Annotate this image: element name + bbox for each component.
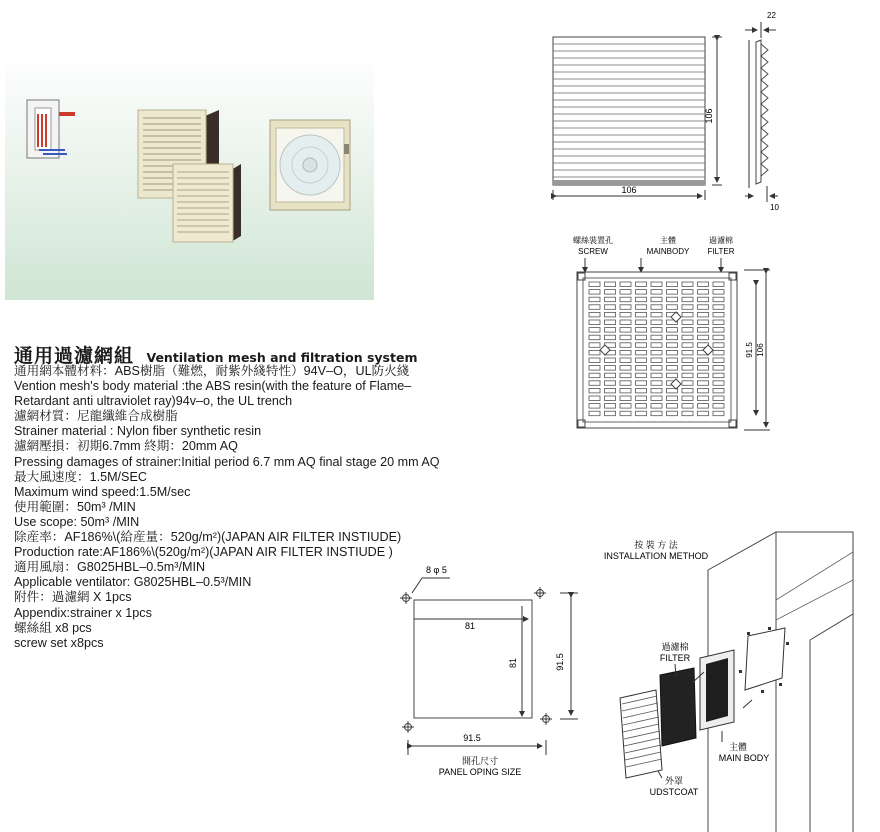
spec-line: Use scope: 50m³ /MIN — [14, 514, 140, 529]
title-chinese: 通用過濾網組 — [14, 345, 135, 367]
spec-line: Maximum wind speed:1.5M/sec — [14, 484, 191, 499]
panel-cutout-drawing — [400, 565, 578, 777]
spec-line: Vention mesh's body material :the ABS resin(with the feature of Flame– — [14, 379, 412, 394]
install-main-en: MAIN BODY — [718, 753, 770, 763]
panel-caption-en: PANEL OPING SIZE — [438, 767, 522, 777]
screw-label-zh: 螺絲裝置孔 — [573, 236, 613, 245]
spec-line: Applicable ventilator: G8025HBL–0.5³/MIN — [14, 575, 252, 590]
panel-outer-height: 91.5 — [555, 653, 565, 671]
spec-line: Retardant anti ultraviolet ray)94v–o, the UL trench — [14, 394, 293, 409]
mainbody-label-zh: 主體 — [660, 236, 676, 245]
install-cover-en: UDSTCOAT — [649, 787, 699, 797]
panel-inner-width: 81 — [464, 621, 476, 631]
side-bottom-dimension: 10 — [770, 203, 779, 212]
front-view — [553, 37, 722, 200]
spec-line: 通用網本體材料：ABS樹脂（難燃，耐紫外綫特性）94V–O，UL防火綫 — [14, 364, 410, 378]
mainbody-label-en: MAINBODY — [646, 247, 690, 256]
installation-drawing — [604, 532, 853, 832]
panel-outer-width: 91.5 — [463, 733, 481, 743]
back-outer-dimension: 106 — [756, 343, 765, 357]
screw-label-en: SCREW — [578, 247, 608, 256]
side-top-dimension: 22 — [767, 11, 776, 20]
filter-label-en: FILTER — [707, 247, 735, 256]
panel-caption-zh: 開孔尺寸 — [461, 756, 499, 766]
spec-line: 除産率：AF186%\(給産量：520g/m²)(JAPAN AIR FILTER INSTIUDE) — [14, 530, 402, 545]
spec-line: 適用風扇：G8025HBL–0.5m³/MIN — [14, 560, 206, 575]
spec-line: 濾網壓損：初期6.7mm 終期：20mm AQ — [14, 439, 238, 454]
filter-label-zh: 過濾棉 — [709, 236, 733, 245]
spec-line: Strainer material : Nylon fiber synthetic resin — [14, 424, 262, 439]
install-filter-en: FILTER — [659, 653, 691, 663]
spec-line: screw set x8pcs — [14, 635, 104, 650]
spec-line: 濾網材質：尼龍纖維合成樹脂 — [14, 409, 178, 424]
install-main-zh: 主體 — [728, 742, 748, 752]
install-cover-zh: 外罩 — [664, 776, 684, 786]
spec-line: 附件：過濾網 X 1pcs — [14, 590, 132, 605]
hole-size-label: 8 φ 5 — [426, 565, 447, 575]
install-title-en: INSTALLATION METHOD — [603, 551, 709, 561]
spec-line: Pressing damages of strainer:Initial period 6.7 mm AQ final stage 20 mm AQ — [14, 454, 440, 469]
back-view — [573, 235, 770, 430]
back-inner-dimension: 91.5 — [745, 342, 754, 358]
spec-line: 使用範圍：50m³ /MIN — [14, 499, 136, 514]
spec-line: 最大風速度：1.5M/SEC — [14, 469, 147, 484]
install-filter-zh: 過濾棉 — [661, 642, 689, 652]
front-width-label: 106 — [621, 185, 637, 195]
spec-line: Appendix:strainer x 1pcs — [14, 605, 152, 620]
install-title-zh: 按 裝 方 法 — [634, 540, 678, 550]
title-english: Ventilation mesh and filtration system — [146, 350, 418, 365]
side-view — [745, 11, 779, 212]
front-height-label: 106 — [704, 108, 714, 124]
spec-line: 螺絲組 x8 pcs — [14, 620, 92, 635]
spec-line: Production rate:AF186%\(520g/m²)(JAPAN AIR FILTER INSTIUDE ) — [14, 545, 393, 560]
panel-inner-height: 81 — [508, 657, 518, 669]
